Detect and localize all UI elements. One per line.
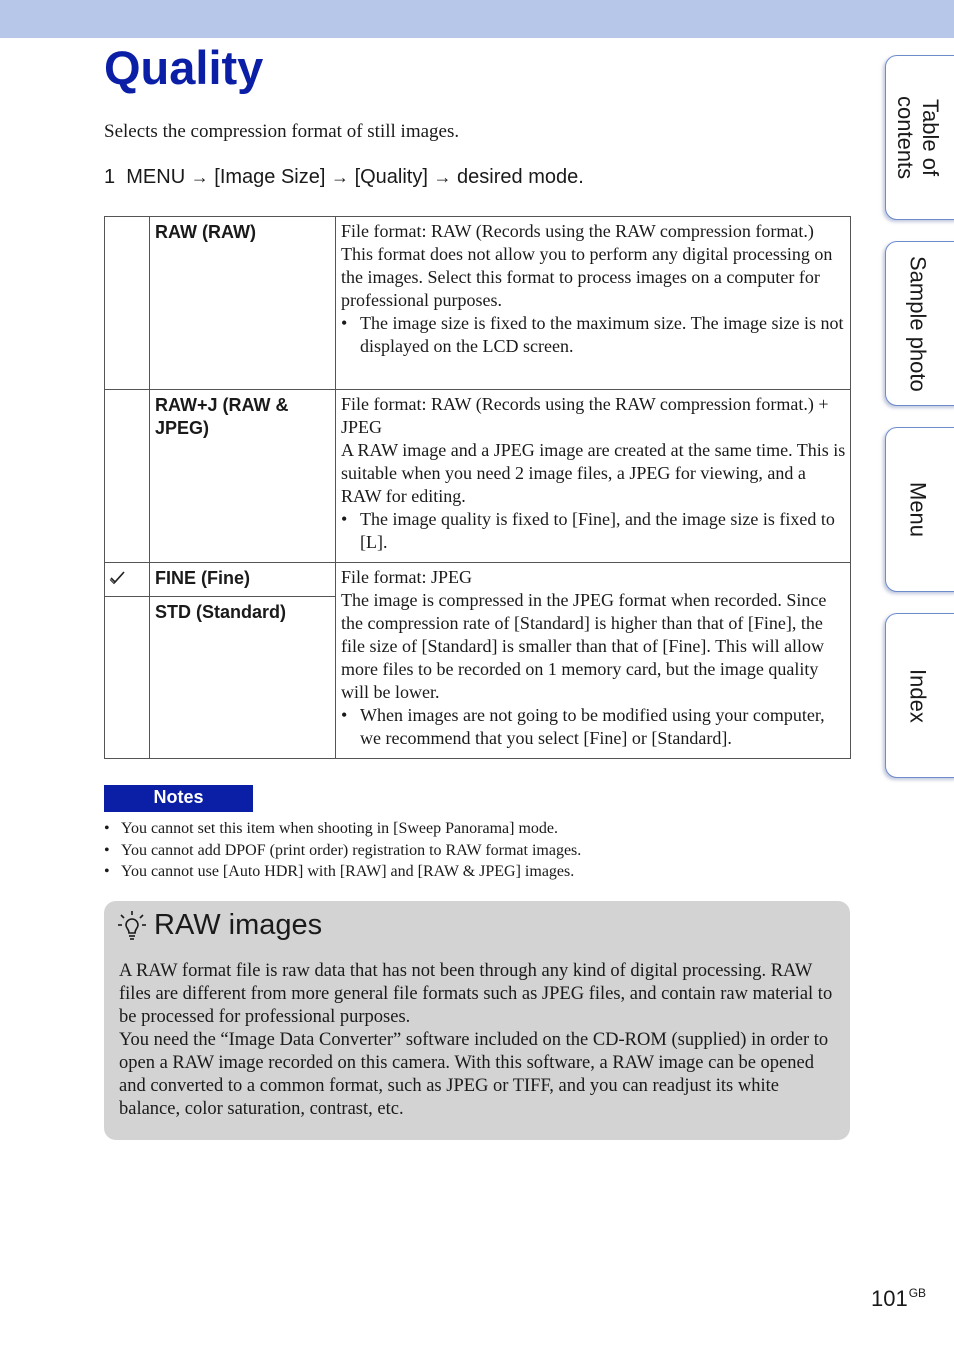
step-quality: [Quality] bbox=[354, 166, 428, 188]
mode-name-cell bbox=[150, 563, 336, 597]
note-item: • You cannot set this item when shooting in [Sweep Panorama] mode. bbox=[104, 820, 558, 837]
mode-name-cell bbox=[150, 217, 336, 390]
mode-description-cell bbox=[336, 390, 851, 563]
tab-menu[interactable] bbox=[885, 427, 954, 592]
description-line: File format: JPEG bbox=[341, 567, 472, 587]
note-item: • You cannot add DPOF (print order) registration to RAW format images. bbox=[104, 841, 582, 859]
mode-description-cell bbox=[336, 563, 851, 759]
description-bullet: • The image size is fixed to the maximum size. The image size is not displayed on the LCD screen. bbox=[341, 313, 844, 356]
description-bullet: • The image quality is fixed to [Fine], and the image size is fixed to [L]. bbox=[341, 509, 835, 552]
mode-name-raw: RAW (RAW) bbox=[155, 222, 256, 242]
tab-index[interactable] bbox=[885, 613, 954, 778]
description-line: File format: RAW (Records using the RAW compression format.) + JPEG bbox=[341, 394, 829, 437]
default-marker-cell bbox=[105, 563, 150, 597]
step-number: 1 bbox=[104, 166, 116, 188]
note-text: You cannot use [Auto HDR] with [RAW] and [RAW & JPEG] images. bbox=[121, 863, 575, 880]
tab-label: Sample photo bbox=[905, 255, 931, 392]
mode-description-cell bbox=[336, 217, 851, 390]
arrow-icon: → bbox=[433, 167, 452, 187]
table-row bbox=[105, 390, 851, 563]
mode-name-cell bbox=[150, 597, 336, 759]
tab-table-of-contents[interactable] bbox=[885, 55, 954, 220]
arrow-icon: → bbox=[331, 167, 349, 187]
arrow-icon: → bbox=[190, 167, 209, 187]
tip-paragraph: A RAW format file is raw data that has not been through any kind of digital processing. RAW files are different from more general file formats such as JPEG files, and contain raw material to be processed for professional purposes. bbox=[119, 961, 833, 1027]
mode-name-standard: STD (Standard) bbox=[155, 602, 287, 622]
description-line: A RAW image and a JPEG image are created at the same time. This is suitable when you need 2 image files, a JPEG for viewing, and a RAW for editing. bbox=[341, 440, 846, 506]
quality-modes-table bbox=[104, 216, 851, 759]
tab-label: Index bbox=[905, 668, 931, 723]
description-bullet: • When images are not going to be modified using your computer, we recommend that you select [Fine] or [Standard]. bbox=[341, 705, 825, 748]
notes-label: Notes bbox=[104, 785, 253, 812]
page-title: Quality bbox=[104, 41, 264, 94]
default-marker-cell bbox=[105, 390, 150, 563]
note-text: You cannot set this item when shooting in [Sweep Panorama] mode. bbox=[121, 820, 558, 837]
description-line: File format: RAW (Records using the RAW compression format.) bbox=[341, 221, 814, 241]
table-row bbox=[105, 563, 851, 597]
notes-list bbox=[104, 818, 844, 883]
mode-name-cell bbox=[150, 390, 336, 563]
page-number bbox=[871, 1279, 926, 1313]
tip-paragraph: You need the “Image Data Converter” software included on the CD-ROM (supplied) in order to open a RAW image recorded on this camera. With this software, a RAW image can be opened and converted to a common format, such as JPEG or TIFF, and you can readjust its white balance, color saturation, contrast, etc. bbox=[119, 1030, 829, 1119]
tab-label: Menu bbox=[905, 481, 931, 538]
intro-text: Selects the compression format of still images. bbox=[104, 121, 460, 142]
note-item: • You cannot use [Auto HDR] with [RAW] and [RAW & JPEG] images. bbox=[104, 863, 575, 880]
default-marker-cell bbox=[105, 597, 150, 759]
table-row bbox=[105, 217, 851, 390]
bullet-text: When images are not going to be modified using your computer, we recommend that you select [Fine] or [Standard]. bbox=[360, 705, 825, 748]
bullet-text: The image quality is fixed to [Fine], and the image size is fixed to [L]. bbox=[360, 509, 835, 552]
lightbulb-icon bbox=[118, 911, 146, 941]
description-line: This format does not allow you to perform any digital processing on the images. Select this format to process images on a computer for professional purposes. bbox=[341, 244, 833, 310]
tip-heading: RAW images bbox=[154, 909, 323, 941]
checkmark-icon bbox=[109, 569, 127, 585]
page-number-value: 101 bbox=[871, 1286, 908, 1311]
tip-box bbox=[104, 901, 850, 1140]
bullet-text: The image size is fixed to the maximum size. The image size is not displayed on the LCD screen. bbox=[360, 313, 844, 356]
mode-name-fine: FINE (Fine) bbox=[155, 568, 250, 588]
step-desired-mode: desired mode. bbox=[457, 166, 584, 188]
step-menu: MENU bbox=[126, 166, 186, 188]
header-band bbox=[0, 0, 954, 38]
description-line: The image is compressed in the JPEG format when recorded. Since the compression rate of [Standard] is higher than that of [Fine], the file size of [Standard] is smaller than that of [Fine]. This will allow more files to be recorded on 1 memory card, but the image quality will be lower. bbox=[341, 590, 827, 702]
tip-body bbox=[119, 960, 841, 1121]
default-marker-cell bbox=[105, 217, 150, 390]
step-image-size: [Image Size] bbox=[214, 166, 326, 188]
mode-name-raw-jpeg: RAW+J (RAW & JPEG) bbox=[155, 395, 289, 438]
tab-sample-photo[interactable] bbox=[885, 241, 954, 406]
note-text: You cannot add DPOF (print order) registration to RAW format images. bbox=[121, 841, 582, 859]
tab-label: Table of contents bbox=[893, 95, 943, 180]
page-number-suffix: GB bbox=[908, 1286, 927, 1300]
menu-step bbox=[104, 164, 584, 190]
